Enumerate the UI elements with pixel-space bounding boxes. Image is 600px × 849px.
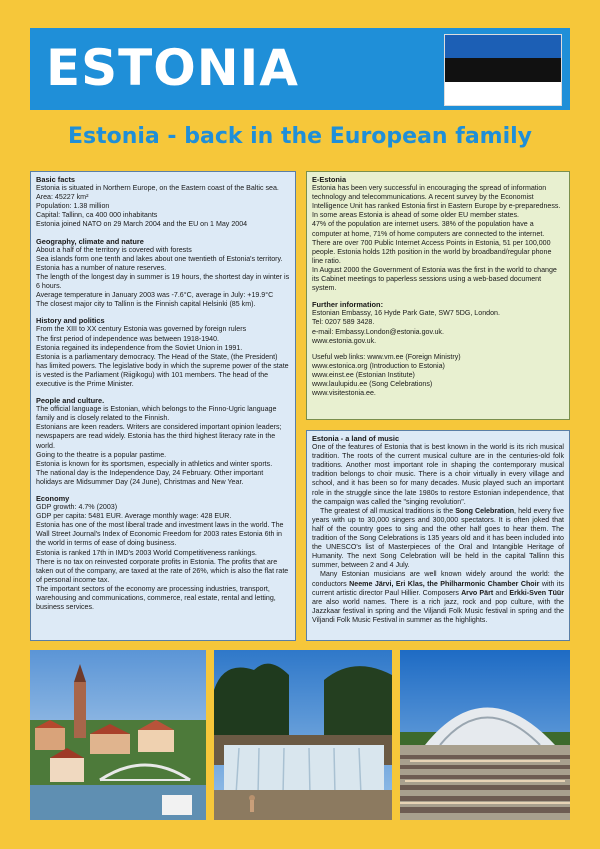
history-line: From the XIII to XX century Estonia was governed by foreign rulers bbox=[36, 325, 247, 334]
geography-line: Sea islands form one tenth and lakes about one twentieth of Estonia's territory. bbox=[36, 254, 283, 263]
economy-line: Estonia has one of the most liberal trade and investment laws in the world. The Wall Street Journal's Index of Economic Freedom for 2003 rates Estonia 6th in the world in terms of ease of doing business. bbox=[36, 521, 284, 548]
contact-email: e-mail: Embassy.London@estonia.gov.uk. bbox=[312, 327, 444, 336]
page-title: ESTONIA bbox=[46, 39, 299, 97]
web-link: www.estonica.org (Introduction to Estonia) bbox=[312, 361, 445, 370]
fact-line: Population: 1.38 million bbox=[36, 202, 110, 211]
tartu-town-photo bbox=[30, 650, 206, 820]
waterfall-photo bbox=[214, 650, 392, 820]
economy-line: Estonia is ranked 17th in IMD's 2003 World Competitiveness rankings. bbox=[36, 548, 257, 557]
geography-line: Average temperature in January 2003 was -7.6°C, average in July: +19.9°C bbox=[36, 291, 274, 300]
contact-website: www.estonia.gov.uk. bbox=[312, 336, 377, 345]
web-link: www.einst.ee (Estonian Institute) bbox=[312, 370, 415, 379]
e-estonia-line: Estonia has been very successful in encouraging the spread of information technology and telecommunications. A recent survey by the Economist Intelligence Unit has ranked Estonia first in Eastern Europe by e-preparedness. In some areas Estonia is ahead of some older EU member states. bbox=[312, 184, 561, 220]
music-paragraph-1: One of the features of Estonia that is best known in the world is its rich musical tradition. The roots of the current musical culture are in the centuries-old folk traditions. Another most important role in shaping the contemporary musical tradition belongs to choir music. There is a choir virtually in every village and school, and it has been so for many decades. Music played such an important role in the struggle since the late 1980s to restore Estonian independence, that the campaign was called the "singing revolution". bbox=[312, 443, 564, 506]
music-paragraph-3: Many Estonian musicians are well known widely around the world: the conductors Neeme Järvi, Eri Klas, the Philharmonic Chamber Choir with its current artistic director Paul Hillier. Composers Arvo Pärt and Erkki-Sven Tüür are also world names. There is a rich jazz, rock and pop culture, with the Jazzkaar festival in spring and the Viljandi Folk Music festival in spring and the Viljandi Folk Music Festival in summer as the highlights. bbox=[312, 570, 565, 624]
geography-line: About a half of the territory is covered with forests bbox=[36, 245, 192, 254]
contact-phone: Tel: 0207 589 3428. bbox=[312, 318, 375, 327]
flag-stripe-white bbox=[445, 82, 561, 105]
music-box bbox=[306, 430, 570, 641]
fact-line: Capital: Tallinn, ca 400 000 inhabitants bbox=[36, 211, 158, 220]
web-link: www.visitestonia.ee. bbox=[312, 389, 376, 398]
geography-heading: Geography, climate and nature bbox=[36, 236, 144, 246]
economy-heading: Economy bbox=[36, 494, 70, 503]
history-heading: History and politics bbox=[36, 316, 105, 326]
e-estonia-box bbox=[306, 171, 570, 420]
people-line: The official language is Estonian, which belongs to the Finno-Ugric language family and is closely related to the Finnish. bbox=[36, 405, 277, 423]
web-link: www.laulupidu.ee (Song Celebrations) bbox=[312, 379, 433, 388]
history-line: The first period of independence was between 1918-1940. bbox=[36, 334, 219, 343]
people-heading: People and culture. bbox=[36, 396, 105, 406]
music-heading: Estonia - a land of music bbox=[312, 434, 400, 443]
fact-line: Estonia joined NATO on 29 March 2004 and the EU on 1 May 2004 bbox=[36, 220, 248, 229]
further-info-heading: Further information: bbox=[312, 300, 384, 310]
music-paragraph-2: The greatest of all musical traditions is the Song Celebration, held every five years with up to 30,000 singers and 300,000 spectators. It is often joked that half of the country goes to sing and the other half goes to hear them. The tradition of the Song Celebrations is 135 years old and it has been included into the UNESCO's list of Masterpieces of the Oral and Intangible Heritage of Humanity. The next Song Celebration will be held in the capital Tallinn this summer, between 2 and 4 July. bbox=[312, 506, 564, 570]
history-line: Estonia is a parliamentary democracy. The Head of the State, (the President) has limited powers. The legislative body in which the supreme power of the state is vested is the Parliament (Riigikogu) with 101 members. The head of the executive is the Prime Minister. bbox=[36, 352, 289, 388]
economy-line: The important sectors of the economy are processing industries, transport, warehousing and communications, commerce, real estate, rental and letting, business services. bbox=[36, 584, 276, 612]
economy-line: There is no tax on reinvested corporate profits in Estonia. The profits that are taken out of the company, are taxed at the rate of 26%, which is also the flat rate of personal income tax. bbox=[36, 557, 289, 584]
title-banner bbox=[30, 28, 570, 110]
geography-line: The closest major city to Tallinn is the Finnish capital Helsinki (85 km). bbox=[36, 300, 256, 309]
history-line: Estonia regained its independence from the Soviet Union in 1991. bbox=[36, 343, 243, 352]
geography-line: Estonia has a number of nature reserves. bbox=[36, 263, 167, 272]
people-line: The national day is the Independence Day, 24 February. Other important holidays are Midsummer Day (24 June), Christmas and New Year. bbox=[36, 468, 264, 486]
flag-stripe-blue bbox=[445, 35, 561, 58]
economy-line: GDP per capita: 5481 EUR. Average monthly wage: 428 EUR. bbox=[36, 512, 232, 521]
basic-facts-heading: Basic facts bbox=[36, 175, 76, 184]
e-estonia-heading: E-Estonia bbox=[312, 175, 347, 184]
flag-stripe-black bbox=[445, 58, 561, 81]
estonian-flag bbox=[444, 34, 562, 106]
people-line: Estonians are keen readers. Writers are considered important opinion leaders; newspapers are read widely. Estonia has the third highest literacy rate in the world. bbox=[36, 423, 282, 450]
geography-line: The length of the longest day in summer is 19 hours, the shortest day in winter is 6 hours. bbox=[36, 272, 290, 291]
song-festival-photo bbox=[400, 650, 570, 820]
contact-address: Estonian Embassy, 16 Hyde Park Gate, SW7 5DG, London. bbox=[312, 309, 500, 318]
e-estonia-line: In August 2000 the Government of Estonia was the first in the world to change its Cabinet meetings to paperless sessions using a web-based document system. bbox=[312, 265, 557, 293]
fact-line: Estonia is situated in Northern Europe, on the Eastern coast of the Baltic sea. bbox=[36, 184, 279, 193]
people-line: Going to the theatre is a popular pastime. bbox=[36, 450, 167, 459]
people-line: Estonia is known for its sportsmen, especially in athletics and winter sports. bbox=[36, 459, 273, 468]
e-estonia-line: 47% of the population are internet users. 38% of the population have a computer at home, 71% of home computers are connected to the internet. There are over 700 Public Internet Access Points in Estonia, 51 per 100,000 people. Estonia holds 12th position in the world by broadband/regular phone line ratio. bbox=[312, 220, 552, 265]
facts-box bbox=[30, 171, 296, 641]
page-subtitle: Estonia - back in the European family bbox=[67, 124, 533, 149]
economy-line: GDP growth: 4.7% (2003) bbox=[36, 503, 118, 512]
fact-line: Area: 45227 km² bbox=[36, 193, 89, 202]
links-intro: Useful web links: www.vm.ee (Foreign Ministry) bbox=[312, 352, 461, 361]
